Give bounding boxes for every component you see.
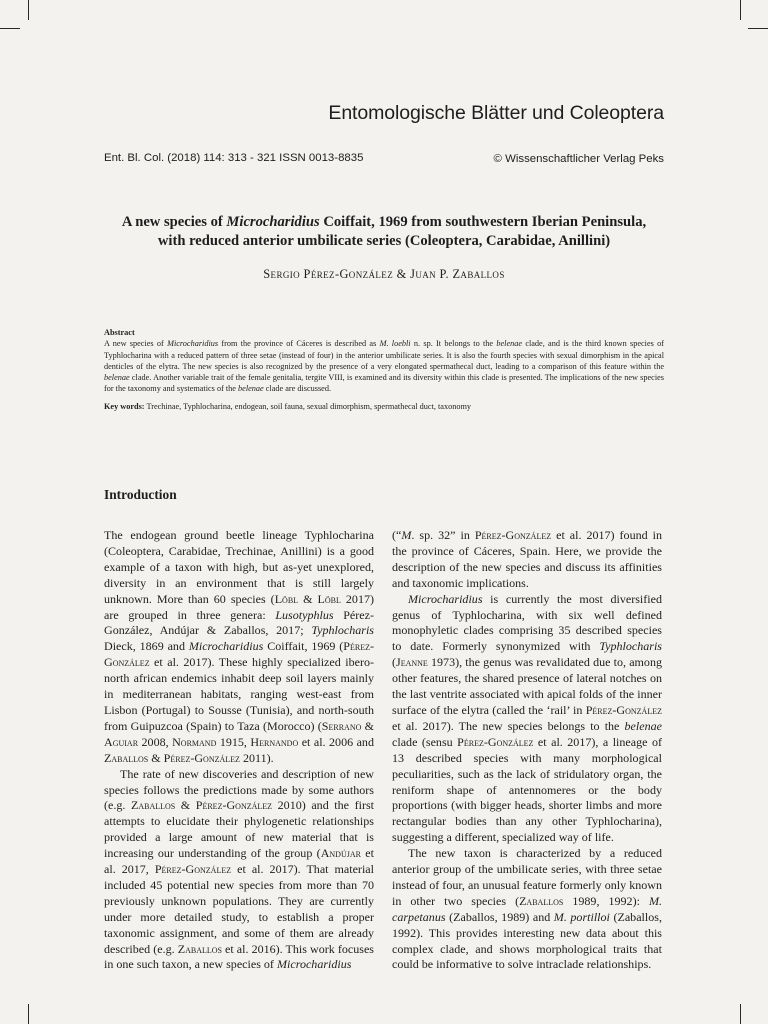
paragraph: The rate of new discoveries and description of new species follows the predictions made by some authors (e.g. Zaballos & Pérez-González 2010) and the first attempts to elucidate their phylogenetic relationships provided a large amount of new material that is increasing our understanding of the group (Andújar et al. 2017, Pérez-González et al. 2017). That material included 45 potential new species from more than 70 previously unknown populations. They are currently under more detailed study, to establish a proper taxonomic assignment, and some of them are already described (e.g. Zaballos et al. 2016). This work focuses in one such taxon, a new species of Microcharidius [104,766,374,972]
crop-mark-top-left [28,0,29,20]
journal-citation: Ent. Bl. Col. (2018) 114: 313 - 321 ISSN 0013-8835 [104,152,364,164]
publisher: © Wissenschaftlicher Verlag Peks [493,153,664,165]
paragraph: (“M. sp. 32” in Pérez-González et al. 2017) found in the province of Cáceres, Spain. Here, we provide the description of the new species and discuss its affinities and taxonomic implications. [392,528,662,590]
abstract [104,327,664,412]
article-title: A new species of Microcharidius Coiffait, 1969 from southwestern Iberian Peninsula, with reduced anterior umbilicate series (Coleoptera, Carabidae, Anillini) [121,214,647,249]
crop-mark-top-left-h [0,28,20,29]
journal-title: Entomologische Blätter und Coleoptera [328,102,664,124]
authors: Sergio Pérez-González & Juan P. Zaballos [263,267,505,281]
crop-mark-top-right [740,0,741,20]
crop-mark-bottom-right [740,1004,741,1024]
crop-mark-bottom-left [28,1004,29,1024]
paragraph: The endogean ground beetle lineage Typhlocharina (Coleoptera, Carabidae, Trechinae, Anillini) is a good example of a taxon with high, but as-yet unexplored, diversity in an environment that is still largely unknown. More than 60 species (Löbl & Löbl 2017) are grouped in three genera: Lusotyphlus Pérez-González, Andújar & Zaballos, 2017; Typhlocharis Dieck, 1869 and Microcharidius Coiffait, 1969 (Pérez-González et al. 2017). These highly specialized ibero-north african endemics inhabit deep soil layers mainly in mediterranean habitats, ranging west-east from Lisbon (Portugal) to Sousse (Tunisia), and north-south from Guipuzcoa (Spain) to Taza (Morocco) (Serrano & Aguiar 2008, Normand 1915, Hernando et al. 2006 and Zaballos & Pérez-González 2011). [104,528,374,765]
abstract-text: A new species of Microcharidius from the province of Cáceres is described as M. loebli n. sp. It belongs to the belenae clade, and is the third known species of Typhlocharina with a reduced pattern of three setae (instead of four) in the anterior umbilicate series. It is also the fourth species with sexual dimorphism in the apical denticles of the elytra. The new species is also recognized by the presence of a very elongated spermathecal duct, leading to a comparison of this feature within the belenae clade. Another variable trait of the female genitalia, tergite VIII, is examined and its diversity within this clade is presented. The implications of the new species for the taxonomy and systematics of the belenae clade are discussed. [104,339,664,394]
paragraph: The new taxon is characterized by a reduced anterior group of the umbilicate series, with three setae instead of four, an unusual feature formerly only known in other two species (Zaballos 1989, 1992): M. carpetanus (Zaballos, 1989) and M. portilloi (Zaballos, 1992). This provides interesting new data about this complex clade, and shows morphological traits that could be informative to solve intraclade relationships. [392,846,662,972]
body-column-right [392,528,662,973]
keywords: Key words: Trechinae, Typhlocharina, endogean, soil fauna, sexual dimorphism, spermathecal duct, taxonomy [104,401,472,411]
introduction-heading: Introduction [104,487,177,502]
abstract-heading: Abstract [104,328,135,337]
crop-mark-top-right-h [748,28,768,29]
paragraph: Microcharidius is currently the most diversified genus of Typhlocharina, with six well defined monophyletic clades comprising 35 described species to date. Formerly synonymized with Typhlocharis (Jeanne 1973), the genus was revalidated due to, among other features, the shared presence of lateral notches on the last ventrite associated with apical folds of the inner surface of the elytra (called the ‘rail’ in Pérez-González et al. 2017). The new species belongs to the belenae clade (sensu Pérez-González et al. 2017), a lineage of 13 described species with many morphological peculiarities, such as the lack of stridulatory organ, the reniform shape of antennomeres or the body proportions (with bigger heads, shorter limbs and more rectangular bodies than any other Typhlocharina), suggesting a different, specialized way of life. [392,591,662,845]
body-column-left [104,528,374,973]
